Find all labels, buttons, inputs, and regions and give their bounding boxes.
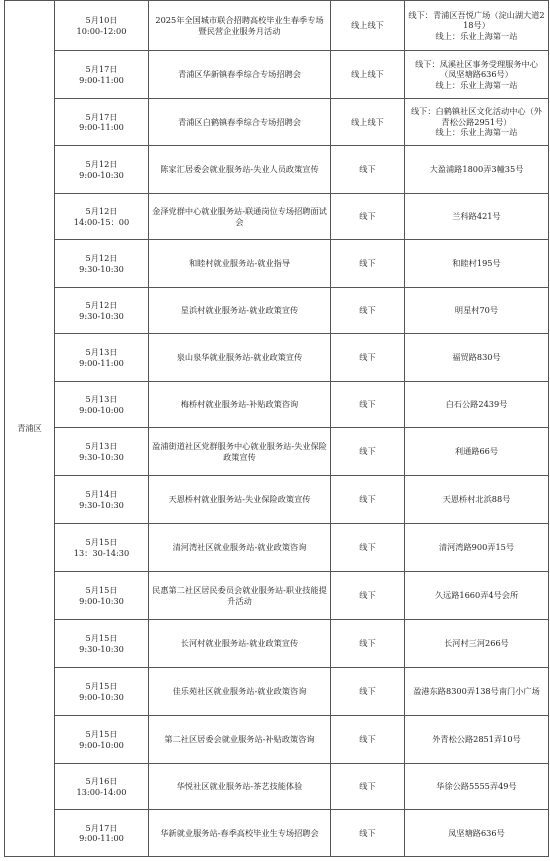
table-row bbox=[5, 572, 549, 620]
event-mode: 线上线下 bbox=[331, 99, 405, 146]
table-row bbox=[5, 240, 549, 288]
event-location: 长河村三河266号 bbox=[405, 620, 549, 668]
event-location: 久远路1660弄4号会所 bbox=[405, 572, 549, 620]
event-time: 5月13日 9:00-11:00 bbox=[55, 334, 149, 382]
event-location: 线下：青浦区吾悦广场（淀山湖大道218号） 线上：乐业上海第一站 bbox=[405, 1, 549, 51]
event-time: 5月12日 14:00-15：00 bbox=[55, 194, 149, 240]
event-location: 华徐公路5555弄49号 bbox=[405, 764, 549, 810]
event-mode: 线下 bbox=[331, 810, 405, 857]
event-mode: 线下 bbox=[331, 288, 405, 334]
event-time: 5月12日 9:30-10:30 bbox=[55, 288, 149, 334]
event-mode: 线下 bbox=[331, 620, 405, 668]
event-name: 金泽党群中心就业服务站-联通岗位专场招聘面试会 bbox=[149, 194, 331, 240]
event-mode: 线下 bbox=[331, 764, 405, 810]
event-name: 佳乐苑社区就业服务站-就业政策咨询 bbox=[149, 668, 331, 716]
event-name: 盈浦街道社区党群服务中心就业服务站-失业保险政策宣传 bbox=[149, 428, 331, 476]
table-row bbox=[5, 620, 549, 668]
event-time: 5月15日 13：30-14:30 bbox=[55, 524, 149, 572]
event-name: 民惠第二社区居民委员会就业服务站-职业技能提升活动 bbox=[149, 572, 331, 620]
event-name: 天恩桥村就业服务站-失业保险政策宣传 bbox=[149, 476, 331, 524]
event-time: 5月15日 9:30-10:30 bbox=[55, 620, 149, 668]
event-mode: 线下 bbox=[331, 146, 405, 194]
event-time: 5月13日 9:00-10:00 bbox=[55, 382, 149, 428]
table-row bbox=[5, 1, 549, 51]
event-name: 和睦村就业服务站-就业指导 bbox=[149, 240, 331, 288]
event-name: 清河湾社区就业服务站-就业政策咨询 bbox=[149, 524, 331, 572]
table-row bbox=[5, 51, 549, 99]
event-mode: 线下 bbox=[331, 382, 405, 428]
event-mode: 线下 bbox=[331, 240, 405, 288]
event-mode: 线下 bbox=[331, 572, 405, 620]
event-name: 梅桥村就业服务站-补贴政策咨询 bbox=[149, 382, 331, 428]
event-time: 5月12日 9:00-10:30 bbox=[55, 146, 149, 194]
event-name: 青浦区华新镇春季综合专场招聘会 bbox=[149, 51, 331, 99]
event-name: 星浜村就业服务站-就业政策宣传 bbox=[149, 288, 331, 334]
event-mode: 线下 bbox=[331, 668, 405, 716]
event-location: 和睦村195号 bbox=[405, 240, 549, 288]
table-row bbox=[5, 99, 549, 146]
event-time: 5月16日 13:00-14:00 bbox=[55, 764, 149, 810]
district-cell: 青浦区 bbox=[5, 1, 55, 857]
table-row bbox=[5, 288, 549, 334]
event-time: 5月15日 9:00-10:30 bbox=[55, 668, 149, 716]
event-time: 5月12日 9:30-10:30 bbox=[55, 240, 149, 288]
table-row bbox=[5, 334, 549, 382]
table-body bbox=[5, 1, 549, 857]
event-time: 5月15日 9:00-10:00 bbox=[55, 716, 149, 764]
event-mode: 线上线下 bbox=[331, 1, 405, 51]
event-mode: 线下 bbox=[331, 476, 405, 524]
event-name: 第二社区居委会就业服务站-补贴政策咨询 bbox=[149, 716, 331, 764]
event-time: 5月17日 9:00-11:00 bbox=[55, 810, 149, 857]
event-location: 凤坚塘路636号 bbox=[405, 810, 549, 857]
event-name: 2025年全国城市联合招聘高校毕业生春季专场暨民营企业服务月活动 bbox=[149, 1, 331, 51]
event-mode: 线下 bbox=[331, 334, 405, 382]
table-row bbox=[5, 810, 549, 857]
table-row bbox=[5, 194, 549, 240]
event-location: 线下：白鹤镇社区文化活动中心（外青松公路2951号） 线上：乐业上海第一站 bbox=[405, 99, 549, 146]
event-time: 5月15日 9:00-10:30 bbox=[55, 572, 149, 620]
event-location: 利通路66号 bbox=[405, 428, 549, 476]
event-name: 长河村就业服务站-就业政策宣传 bbox=[149, 620, 331, 668]
event-location: 线下：凤溪社区事务受理服务中心（凤坚塘路636号） 线上：乐业上海第一站 bbox=[405, 51, 549, 99]
event-location: 清河湾路900弄15号 bbox=[405, 524, 549, 572]
event-mode: 线上线下 bbox=[331, 51, 405, 99]
event-location: 外青松公路2851弄10号 bbox=[405, 716, 549, 764]
event-name: 华新就业服务站-春季高校毕业生专场招聘会 bbox=[149, 810, 331, 857]
event-name: 青浦区白鹤镇春季综合专场招聘会 bbox=[149, 99, 331, 146]
table-row bbox=[5, 764, 549, 810]
event-location: 天恩桥村北浜88号 bbox=[405, 476, 549, 524]
event-name: 泉山泉华就业服务站-就业政策宣传 bbox=[149, 334, 331, 382]
event-time: 5月13日 9:30-10:30 bbox=[55, 428, 149, 476]
table-row bbox=[5, 146, 549, 194]
event-mode: 线下 bbox=[331, 524, 405, 572]
event-mode: 线下 bbox=[331, 428, 405, 476]
event-mode: 线下 bbox=[331, 716, 405, 764]
event-location: 盈港东路8300弄138号南门小广场 bbox=[405, 668, 549, 716]
table-row bbox=[5, 476, 549, 524]
job-events-table bbox=[4, 0, 549, 857]
event-location: 明星村70号 bbox=[405, 288, 549, 334]
event-time: 5月10日 10:00-12:00 bbox=[55, 1, 149, 51]
event-location: 大盈浦路1800弄3幢35号 bbox=[405, 146, 549, 194]
table-row bbox=[5, 716, 549, 764]
table-row bbox=[5, 382, 549, 428]
table-row bbox=[5, 428, 549, 476]
event-time: 5月17日 9:00-11:00 bbox=[55, 51, 149, 99]
event-time: 5月14日 9:30-10:30 bbox=[55, 476, 149, 524]
event-name: 华悦社区就业服务站-茶艺技能体验 bbox=[149, 764, 331, 810]
table-row bbox=[5, 524, 549, 572]
event-mode: 线下 bbox=[331, 194, 405, 240]
event-name: 陈家汇居委会就业服务站-失业人员政策宣传 bbox=[149, 146, 331, 194]
event-location: 白石公路2439号 bbox=[405, 382, 549, 428]
event-location: 福贸路830号 bbox=[405, 334, 549, 382]
event-time: 5月17日 9:00-11:00 bbox=[55, 99, 149, 146]
event-location: 兰科路421号 bbox=[405, 194, 549, 240]
table-row bbox=[5, 668, 549, 716]
